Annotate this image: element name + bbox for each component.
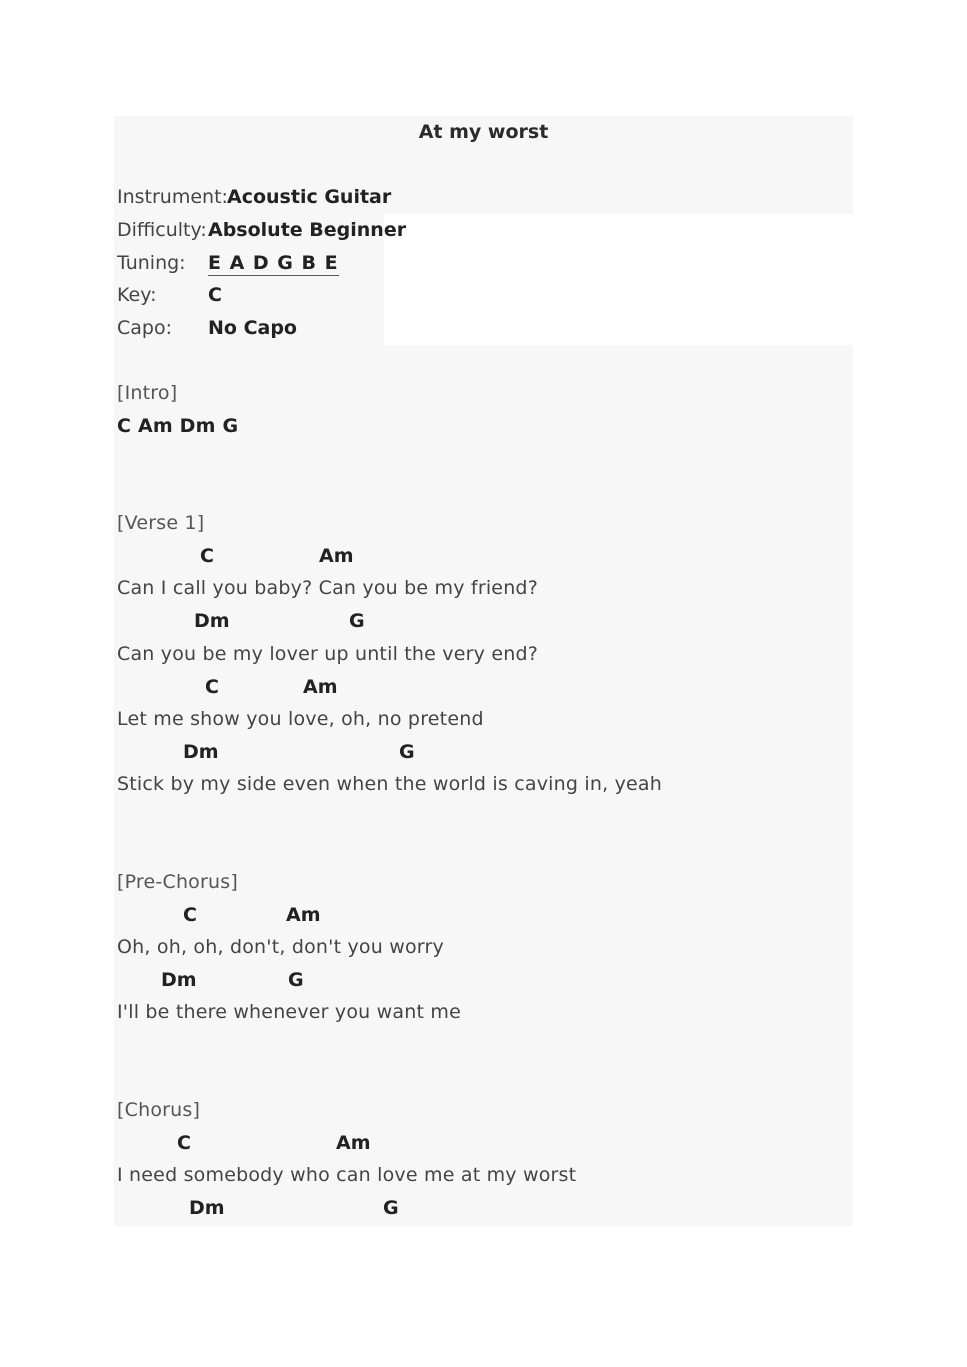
chord: Dm [189,1197,225,1219]
verse1-section-label: [Verse 1] [117,512,205,534]
chord: Dm [183,741,219,763]
chord: Am [336,1132,371,1154]
chord: Dm [194,610,230,632]
song-title: At my worst [418,121,549,143]
lyric-line: I'll be there whenever you want me [117,1001,461,1023]
lyric-line: Oh, oh, oh, don't, don't you worry [117,936,444,958]
chord: G [349,610,365,632]
chord: G [399,741,415,763]
chord: C [177,1132,191,1154]
intro-section-label: [Intro] [117,382,178,404]
chord: Am [319,545,354,567]
chord: C [183,904,197,926]
prechorus-section-label: [Pre-Chorus] [117,871,238,893]
chord: G [288,969,304,991]
difficulty-label: Difficulty: [117,219,207,241]
chord: Am [286,904,321,926]
capo-value: No Capo [208,317,297,339]
difficulty-value: Absolute Beginner [208,219,407,241]
tuning-label: Tuning: [117,252,186,274]
lyric-line: Can you be my lover up until the very end? [117,643,539,665]
tuning-value-wrap [208,251,339,275]
lyric-line: Let me show you love, oh, no pretend [117,708,484,730]
chord: C [200,545,214,567]
intro-chords: C Am Dm G [117,415,239,437]
capo-label: Capo: [117,317,172,339]
chord: G [383,1197,399,1219]
key-value: C [208,284,222,306]
tuning-link[interactable]: E A D G B E [208,252,339,274]
lyric-line: Can I call you baby? Can you be my friend? [117,577,538,599]
lyric-line: Stick by my side even when the world is caving in, yeah [117,773,663,795]
instrument-label: Instrument: [117,186,228,208]
chord: Dm [161,969,197,991]
chord: Am [303,676,338,698]
instrument-value: Acoustic Guitar [227,186,392,208]
chord: C [205,676,219,698]
chorus-section-label: [Chorus] [117,1099,201,1121]
lyric-line: I need somebody who can love me at my worst [117,1164,577,1186]
key-label: Key: [117,284,157,306]
